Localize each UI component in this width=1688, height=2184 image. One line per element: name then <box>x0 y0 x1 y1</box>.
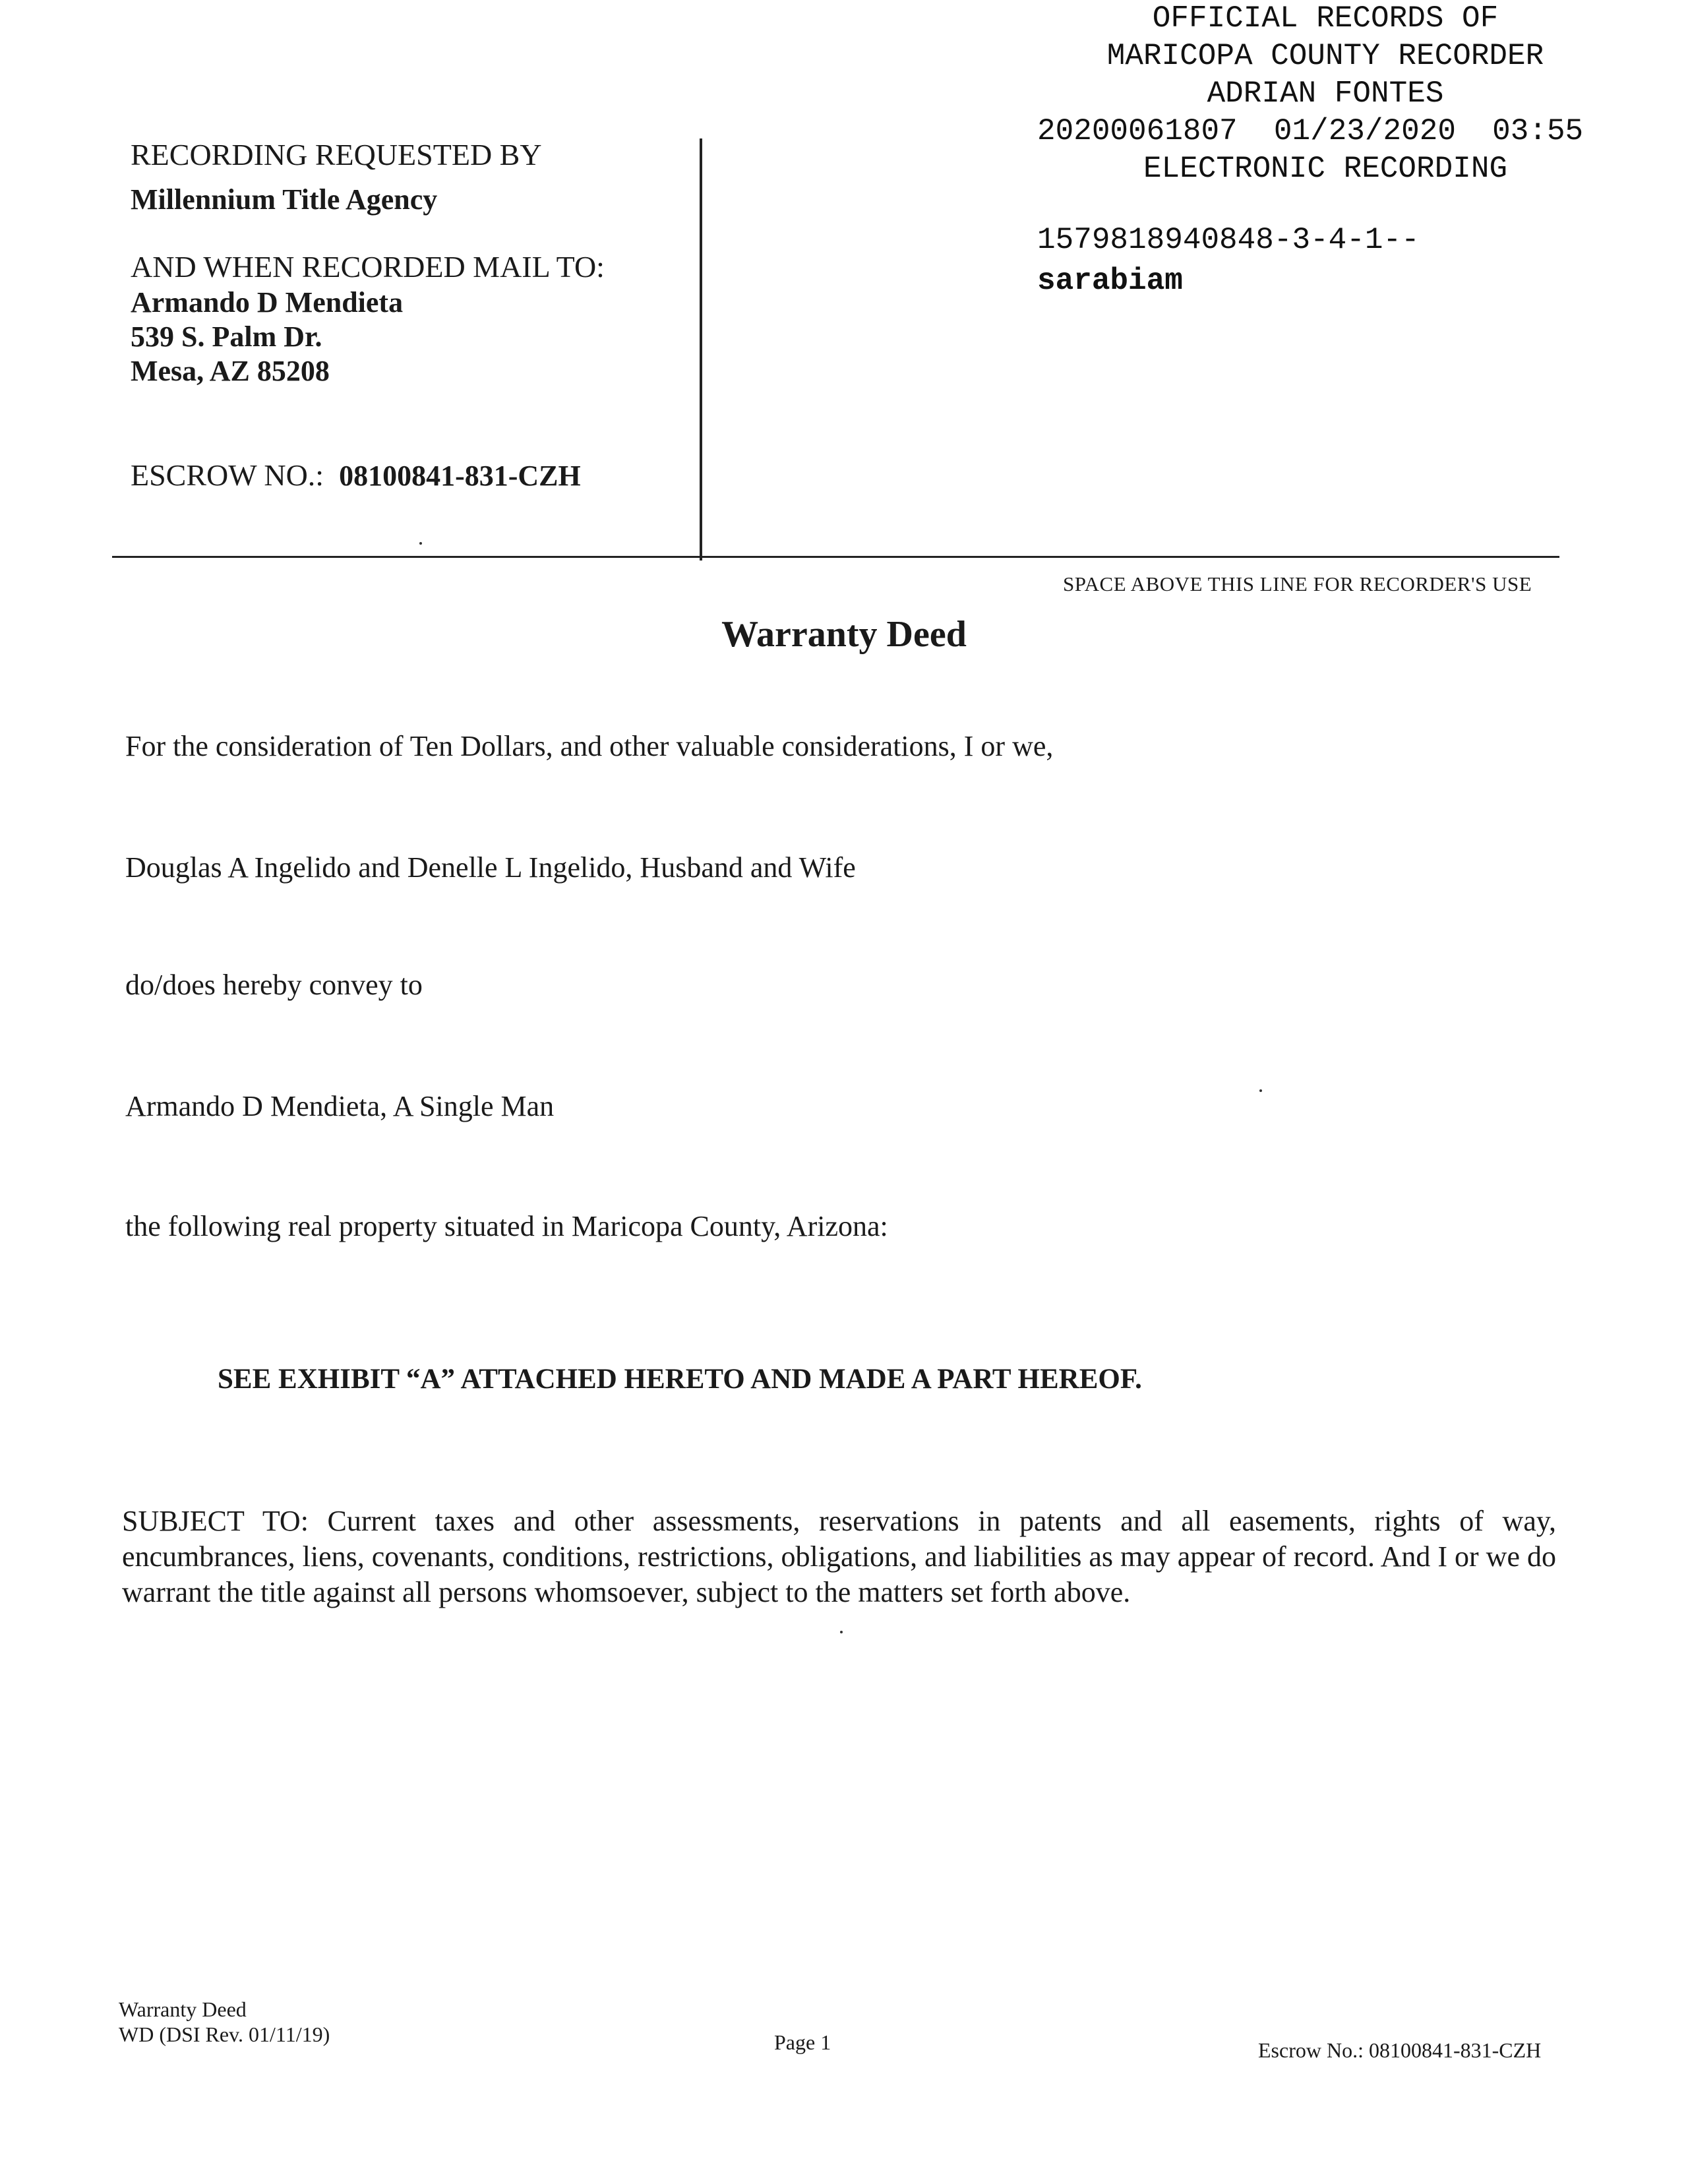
escrow-label: ESCROW NO.: <box>131 458 324 492</box>
stamp-line-county-recorder: MARICOPA COUNTY RECORDER <box>1106 39 1544 73</box>
mail-to-city: Mesa, AZ 85208 <box>131 355 330 387</box>
deed-title: Warranty Deed <box>721 614 967 655</box>
stamp-line-official-records: OFFICIAL RECORDS OF <box>1152 1 1499 36</box>
subject-to-clause: SUBJECT TO: Current taxes and other assessments, reservations in patents and all easements, rights of way, encumbrances, liens, covenants, conditions, restrictions, obligations, and liabilities as may appear of record. And I or we do warrant the title against all persons whomsoever, subject to the matters set forth above. <box>122 1505 1556 1608</box>
escrow-number: 08100841-831-CZH <box>339 460 581 492</box>
exhibit-reference: SEE EXHIBIT “A” ATTACHED HERETO AND MADE A PART HEREOF. <box>218 1364 1142 1395</box>
consideration-clause: For the consideration of Ten Dollars, and other valuable considerations, I or we, <box>125 730 1054 762</box>
stamp-time: 03:55 <box>1492 114 1584 148</box>
recorder-use-note: SPACE ABOVE THIS LINE FOR RECORDER'S USE <box>1063 572 1532 595</box>
stamp-document-number: 20200061807 <box>1037 114 1238 148</box>
stamp-line-recorder-name: ADRIAN FONTES <box>1207 76 1444 111</box>
grantee: Armando D Mendieta, A Single Man <box>125 1090 555 1122</box>
stamp-line-electronic-recording: ELECTRONIC RECORDING <box>1143 152 1508 186</box>
escrow-number-line <box>131 458 581 494</box>
mail-to-street: 539 S. Palm Dr. <box>131 320 322 353</box>
property-intro: the following real property situated in Maricopa County, Arizona: <box>125 1210 888 1242</box>
header-vertical-divider <box>700 138 702 561</box>
mail-to-label: AND WHEN RECORDED MAIL TO: <box>131 250 605 284</box>
footer-form-name: Warranty Deed <box>119 1997 247 2021</box>
mail-to-name: Armando D Mendieta <box>131 286 404 318</box>
recorder-space-rule <box>112 556 1559 558</box>
footer-form-revision: WD (DSI Rev. 01/11/19) <box>119 2022 330 2046</box>
footer-page-number: Page 1 <box>774 2030 831 2054</box>
stamp-date: 01/23/2020 <box>1273 114 1456 148</box>
recording-requested-by-value: Millennium Title Agency <box>131 183 438 216</box>
stamp-reference-id: 1579818940848-3-4-1-- <box>1037 223 1420 257</box>
stamp-recording-line <box>1037 113 1583 150</box>
grantors: Douglas A Ingelido and Denelle L Ingelido, Husband and Wife <box>125 851 856 884</box>
convey-clause: do/does hereby convey to <box>125 969 423 1001</box>
recording-requested-by-label: RECORDING REQUESTED BY <box>131 138 542 171</box>
stamp-user: sarabiam <box>1037 264 1183 298</box>
footer-escrow-number: Escrow No.: 08100841-831-CZH <box>1258 2038 1542 2062</box>
